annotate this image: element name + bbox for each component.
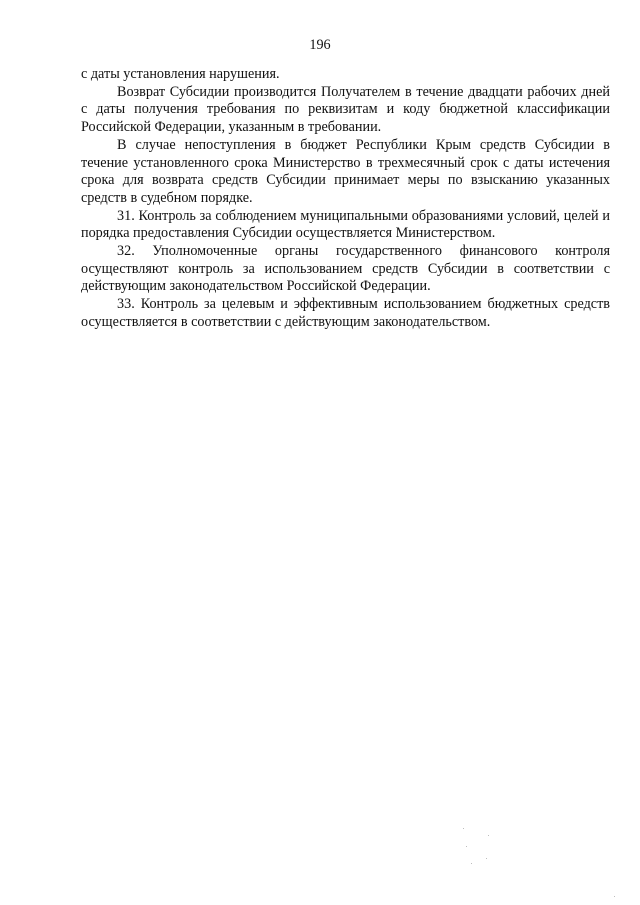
scan-speck [488,835,489,836]
page-number: 196 [309,37,331,53]
scan-speck [463,828,464,829]
paragraph-item-33: 33. Контроль за целевым и эффективным использованием бюджетных средств осуществляется в соответствии с действующим законодательством. [81,296,610,330]
document-body [81,66,610,332]
scan-speck [614,896,615,897]
scan-speck [471,863,472,864]
scan-speck [466,846,467,847]
paragraph-item-31: 31. Контроль за соблюдением муниципальными образованиями условий, целей и порядка предоставления Субсидии осуществляется Министерством. [81,207,610,242]
paragraph-item-32: 32. Уполномоченные органы государственного финансового контроля осуществляют контроль за использованием средств Субсидии в соответствии с действующим законодательством Российской Федерации. [81,243,610,295]
paragraph-continuation: с даты установления нарушения. [81,66,280,82]
paragraph-subsidy-return: Возврат Субсидии производится Получателем в течение двадцати рабочих дней с даты получения требования по реквизитам и коду бюджетной классификации Российской Федерации, указанным в требовании. [81,83,610,136]
paragraph-non-receipt: В случае непоступления в бюджет Республики Крым средств Субсидии в течение установленного срока Министерство в трехмесячный срок с даты истечения срока для возврата средств Субсидии принимает меры по взысканию указанных средств в судебном порядке. [81,136,610,206]
scan-speck [486,858,487,859]
